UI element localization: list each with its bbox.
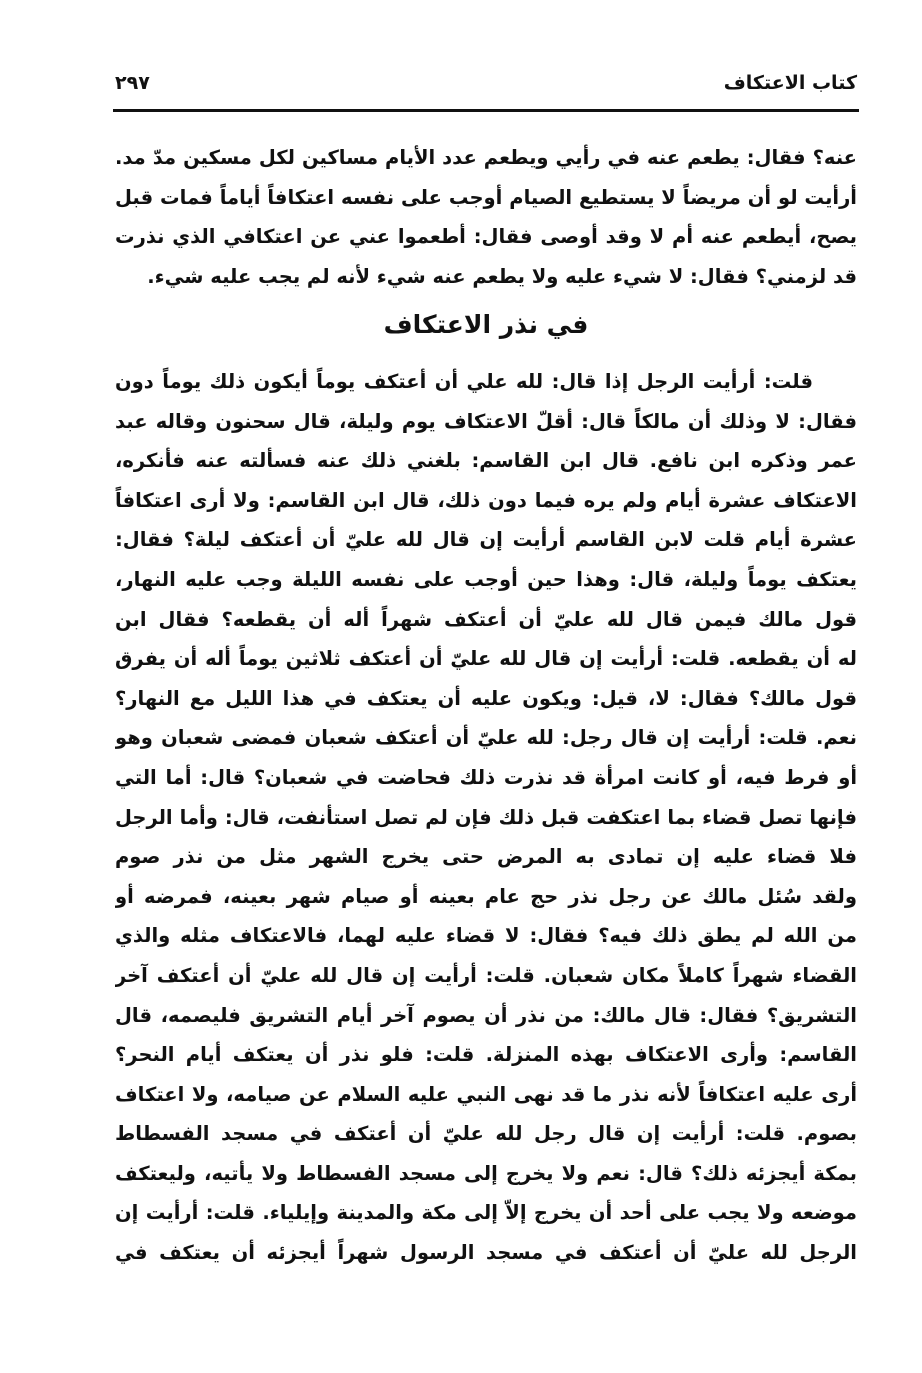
text-line: له أن يقطعه. قلت: أرأيت إن قال لله عليّ أن أعتكف ثلاثين يوماً أله أن يفرق [115,647,857,671]
text-line: عنه؟ فقال: يطعم عنه في رأيي ويطعم عدد الأيام مساكين لكل مسكين مدّ مد. [115,146,857,169]
running-header [115,72,857,102]
text-line: فإنها تصل قضاء بما اعتكفت قبل ذلك فإن لم تصل استأنفت، قال: وأما الرجل [115,805,857,829]
text-line: أرأيت لو أن مريضاً لا يستطيع الصيام أوجب على نفسه اعتكافاً أياماً فمات قبل [115,185,857,209]
header-rule [113,109,859,112]
text-line: من الله لم يطق ذلك فيه؟ فقال: لا قضاء عليه لهما، فالاعتكاف مثله والذي [115,924,857,948]
page-number: ٢٩٧ [115,72,150,94]
text-line: بمكة أيجزئه ذلك؟ قال: نعم ولا يخرج إلى مسجد الفسطاط ولا يأتيه، وليعتكف [115,1161,857,1185]
text-line: التشريق؟ فقال: قال مالك: من نذر أن يصوم آخر أيام التشريق فليصمه، قال [115,1003,857,1027]
text-line: الرجل لله عليّ أن أعتكف في مسجد الرسول شهراً أيجزئه أن يعتكف في [115,1241,857,1265]
text-line: ولقد سُئل مالك عن رجل نذر حج عام بعينه أو صيام شهر بعينه، فمرضه أو [115,884,857,908]
text-line: قول مالك؟ فقال: لا، قيل: ويكون عليه أن يعتكف في هذا الليل مع النهار؟ [115,686,857,710]
text-line: بصوم. قلت: أرأيت إن قال رجل لله عليّ أن أعتكف في مسجد الفسطاط [115,1122,857,1146]
text-line: أو فرط فيه، أو كانت امرأة قد نذرت ذلك فحاضت في شعبان؟ قال: أما التي [115,765,857,789]
text-line: يصح، أيطعم عنه أم لا وقد أوصى فقال: أطعموا عني عن اعتكافي الذي نذرت [115,225,857,249]
text-line: القضاء شهراً كاملاً مكان شعبان. قلت: أرأيت إن قال لله عليّ أن أعتكف آخر [115,963,857,987]
text-line: عمر وذكره ابن نافع. قال ابن القاسم: بلغني ذلك عنه فسألته عنه فأنكره، [115,449,857,473]
text-line: نعم. قلت: أرأيت إن قال رجل: لله عليّ أن أعتكف شعبان فمضى شعبان وهو [115,726,857,750]
text-line: عشرة أيام قلت لابن القاسم أرأيت إن قال لله عليّ أن أعتكف ليلة؟ فقال: [115,528,857,552]
text-line: موضعه ولا يجب على أحد أن يخرج إلاّ إلى مكة والمدينة وإيلياء. قلت: أرأيت إن [115,1201,857,1225]
section-heading: في نذر الاعتكاف [383,310,589,339]
text-line: القاسم: وأرى الاعتكاف بهذه المنزلة. قلت: فلو نذر أن يعتكف أيام النحر؟ [115,1043,857,1067]
book-title: كتاب الاعتكاف [723,72,857,94]
text-line: قول مالك فيمن قال لله عليّ أن أعتكف شهراً أله أن يقطعه؟ فقال ابن [115,607,857,631]
text-line: أرى عليه اعتكافاً لأنه نذر ما قد نهى النبي عليه السلام عن صيامه، ولا اعتكاف [115,1082,857,1106]
text-line: فلا قضاء عليه إن تمادى به المرض حتى يخرج الشهر مثل من نذر صوم [115,845,857,869]
text-line: قد لزمني؟ فقال: لا شيء عليه ولا يطعم عنه شيء لأنه لم يجب عليه شيء. [147,264,857,288]
text-line: فقال: لا وذلك أن مالكاً قال: أقلّ الاعتكاف يوم وليلة، قال سحنون وقاله عبد [115,409,857,433]
text-line: الاعتكاف عشرة أيام ولم يره فيما دون ذلك، قال ابن القاسم: ولا أرى اعتكافاً [115,488,857,512]
paragraph-main [115,362,857,1273]
text-line: يعتكف يوماً وليلة، قال: وهذا حين أوجب على نفسه الليلة وجب عليه النهار، [115,567,857,591]
paragraph-continued [115,138,857,296]
text-line: قلت: أرأيت الرجل إذا قال: لله علي أن أعتكف يوماً أيكون ذلك يوماً دون [115,370,813,393]
